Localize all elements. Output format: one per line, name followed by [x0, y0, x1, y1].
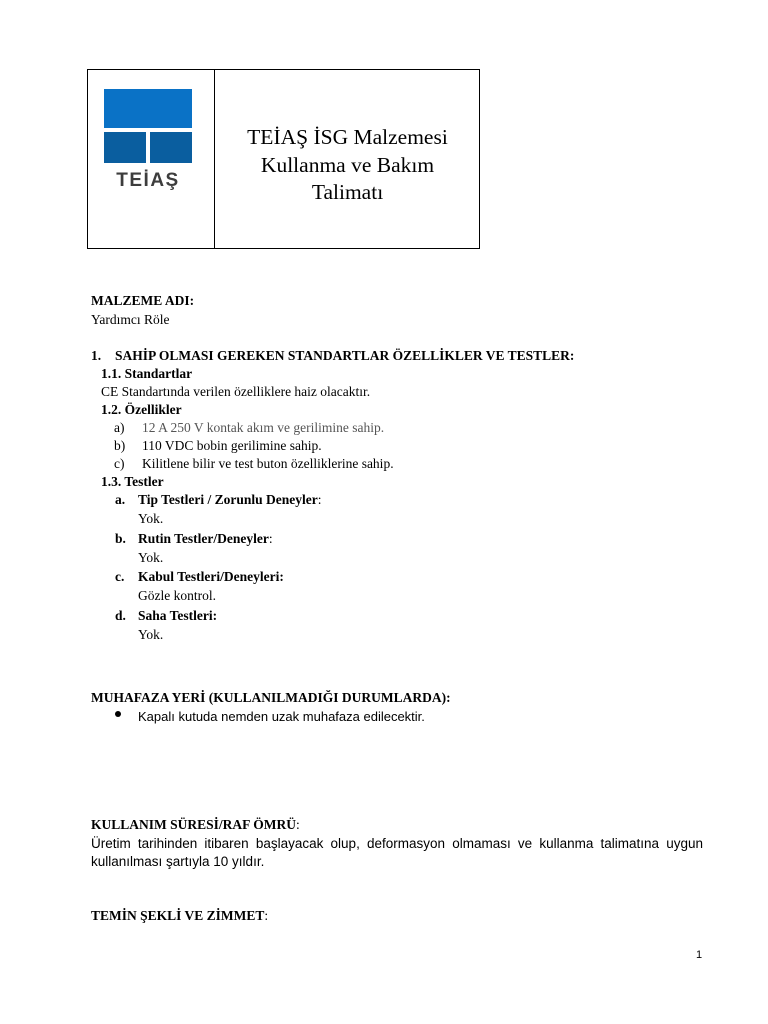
- standards-heading: 1.1. Standartlar: [101, 366, 193, 381]
- usage-heading: KULLANIM SÜRESİ/RAF ÖMRÜ:: [91, 817, 300, 832]
- feature-item: 12 A 250 V kontak akım ve gerilimine sahip.: [142, 420, 385, 435]
- title-line-3: Talimatı: [311, 180, 384, 204]
- feature-item: Kilitlene bilir ve test buton özelliklerine sahip.: [142, 456, 394, 471]
- document-title: [215, 124, 480, 207]
- feature-marker: c): [114, 456, 125, 471]
- test-marker: b.: [115, 531, 126, 546]
- title-line-2: Kullanma ve Bakım: [260, 152, 435, 177]
- feature-marker: a): [114, 420, 125, 435]
- test-title: Tip Testleri / Zorunlu Deneyler:: [138, 492, 322, 507]
- storage-bullet-text: Kapalı kutuda nemden uzak muhafaza edilecektir.: [138, 709, 425, 724]
- test-title: Rutin Testler/Deneyler:: [138, 531, 273, 546]
- tests-heading: 1.3. Testler: [101, 474, 164, 489]
- page-number: 1: [696, 949, 703, 961]
- section-1-heading: SAHİP OLMASI GEREKEN STANDARTLAR ÖZELLİKLER VE TESTLER:: [115, 348, 575, 363]
- usage-text: Üretim tarihinden itibaren başlayacak olup, deformasyon olmaması ve kullanma talimatına uygun kullanılması şartıyla 10 yıldır.: [91, 836, 703, 869]
- test-value: Yok.: [138, 627, 164, 642]
- section-1-number: 1.: [91, 348, 102, 363]
- standards-text: CE Standartında verilen özelliklere haiz olacaktır.: [101, 384, 371, 399]
- logo-text: TEİAŞ: [116, 170, 180, 191]
- procurement-heading: TEMİN ŞEKLİ VE ZİMMET:: [91, 908, 269, 923]
- logo-bottom-right-block: [150, 132, 192, 163]
- logo-bottom-left-block: [104, 132, 146, 163]
- feature-item: 110 VDC bobin gerilimine sahip.: [142, 438, 322, 453]
- test-title: Saha Testleri:: [138, 608, 218, 623]
- bullet-icon: [115, 711, 121, 717]
- features-heading: 1.2. Özellikler: [101, 402, 182, 417]
- test-value: Yok.: [138, 550, 164, 565]
- logo-top-block: [104, 89, 192, 128]
- storage-heading: MUHAFAZA YERİ (KULLANILMADIĞI DURUMLARDA):: [91, 690, 451, 705]
- test-marker: d.: [115, 608, 126, 623]
- feature-marker: b): [114, 438, 126, 453]
- test-marker: a.: [115, 492, 126, 507]
- test-value: Gözle kontrol.: [138, 588, 216, 603]
- teias-logo: [104, 89, 194, 191]
- test-title: Kabul Testleri/Deneyleri:: [138, 569, 284, 584]
- material-label: MALZEME ADI:: [91, 293, 195, 308]
- material-value: Yardımcı Röle: [91, 312, 170, 327]
- test-marker: c.: [115, 569, 125, 584]
- test-value: Yok.: [138, 511, 164, 526]
- title-line-1: TEİAŞ İSG Malzemesi: [247, 125, 448, 149]
